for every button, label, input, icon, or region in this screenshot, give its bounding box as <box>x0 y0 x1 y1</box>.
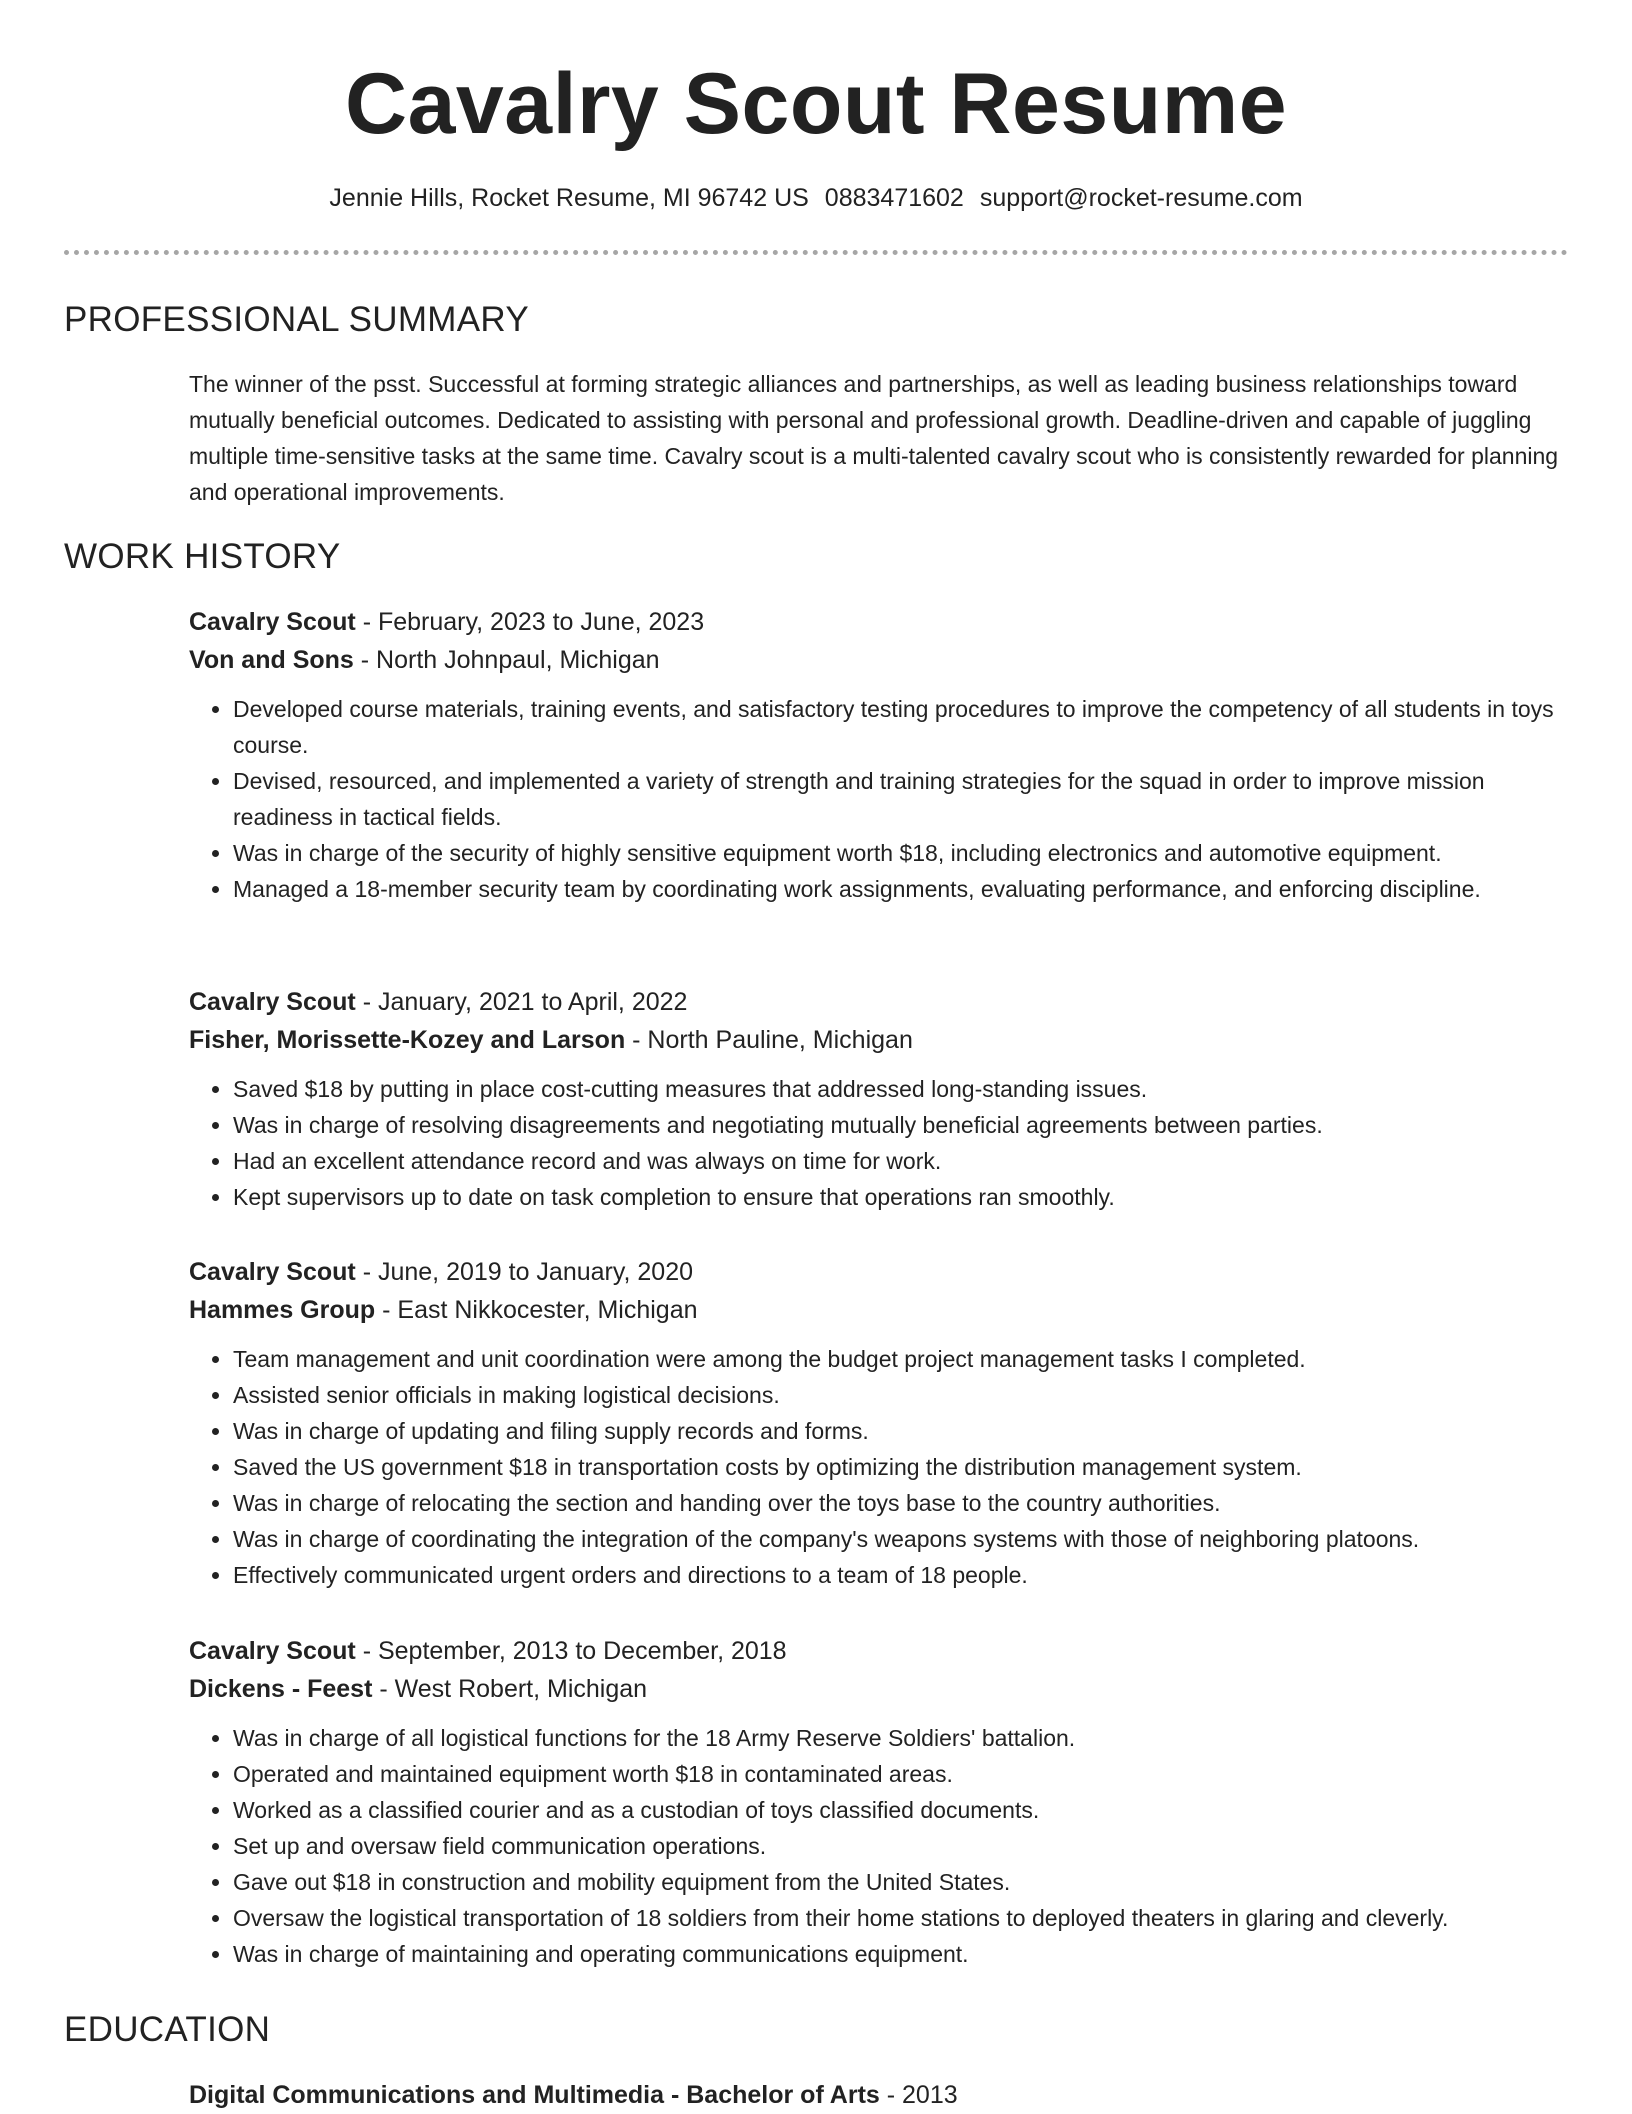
list-item: • Managed a 18-member security team by coordinating work assignments, evaluating performance, and enforcing discipline. <box>233 871 1569 907</box>
job-entry <box>189 603 1569 907</box>
job-bullets <box>189 1720 1569 1972</box>
contact-line <box>0 180 1632 216</box>
job-location: - North Johnpaul, Michigan <box>353 646 660 674</box>
list-item: • Was in charge of the security of highly sensitive equipment worth $18, including electronics and automotive equipment. <box>233 835 1569 871</box>
job-company: Dickens - Feest <box>189 1675 373 1703</box>
section-heading-education: EDUCATION <box>64 2010 271 2049</box>
job-bullets <box>189 1341 1569 1593</box>
list-item: • Effectively communicated urgent orders and directions to a team of 18 people. <box>233 1557 1569 1593</box>
job-location: - North Pauline, Michigan <box>625 1026 913 1054</box>
education-line <box>189 2076 1569 2114</box>
list-item: • Devised, resourced, and implemented a variety of strength and training strategies for the squad in order to improve mission readiness in tactical fields. <box>233 763 1569 835</box>
section-heading-summary: PROFESSIONAL SUMMARY <box>64 300 529 339</box>
list-item: • Saved $18 by putting in place cost-cutting measures that addressed long-standing issues. <box>233 1071 1569 1107</box>
list-item: • Was in charge of updating and filing supply records and forms. <box>233 1413 1569 1449</box>
job-company-line <box>189 1021 1569 1059</box>
job-company: Hammes Group <box>189 1296 376 1324</box>
list-item: • Worked as a classified courier and as a custodian of toys classified documents. <box>233 1792 1569 1828</box>
header-divider <box>64 250 1568 255</box>
resume-title: Cavalry Scout Resume <box>344 56 1288 152</box>
list-item: • Was in charge of maintaining and operating communications equipment. <box>233 1936 1569 1972</box>
summary-text: The winner of the psst. Successful at forming strategic alliances and partnerships, as well as leading business relationships toward mutually beneficial outcomes. Dedicated to assisting with personal and professional growth. Deadline-driven and capable of juggling multiple time-sensitive tasks at the same time. Cavalry scout is a multi-talented cavalry scout who is consistently rewarded for planning and operational improvements. <box>189 371 1559 505</box>
job-title: Cavalry Scout <box>189 1258 356 1286</box>
list-item: • Operated and maintained equipment worth $18 in contaminated areas. <box>233 1756 1569 1792</box>
list-item: • Had an excellent attendance record and was always on time for work. <box>233 1143 1569 1179</box>
list-item: • Saved the US government $18 in transportation costs by optimizing the distribution management system. <box>233 1449 1569 1485</box>
job-title: Cavalry Scout <box>189 1637 356 1665</box>
job-dates: - June, 2019 to January, 2020 <box>355 1258 694 1286</box>
list-item: • Was in charge of relocating the section and handing over the toys base to the country authorities. <box>233 1485 1569 1521</box>
list-item: • Was in charge of coordinating the integration of the company's weapons systems with those of neighboring platoons. <box>233 1521 1569 1557</box>
contact-email[interactable]: support@rocket-resume.com <box>979 184 1303 212</box>
education-year: - 2013 <box>879 2081 958 2109</box>
job-location: - West Robert, Michigan <box>372 1675 648 1703</box>
job-title-line <box>189 983 1569 1021</box>
list-item: • Team management and unit coordination were among the budget project management tasks I completed. <box>233 1341 1569 1377</box>
list-item: • Set up and oversaw field communication operations. <box>233 1828 1569 1864</box>
job-dates: - February, 2023 to June, 2023 <box>355 608 705 636</box>
list-item: • Oversaw the logistical transportation of 18 soldiers from their home stations to deployed theaters in glaring and cleverly. <box>233 1900 1569 1936</box>
job-entry <box>189 983 1569 1215</box>
list-item: • Developed course materials, training events, and satisfactory testing procedures to improve the competency of all students in toys course. <box>233 691 1569 763</box>
education-entry <box>189 2076 1569 2114</box>
job-dates: - January, 2021 to April, 2022 <box>355 988 688 1016</box>
job-title: Cavalry Scout <box>189 608 356 636</box>
list-item: • Was in charge of resolving disagreements and negotiating mutually beneficial agreements between parties. <box>233 1107 1569 1143</box>
list-item: • Kept supervisors up to date on task completion to ensure that operations ran smoothly. <box>233 1179 1569 1215</box>
job-title-line <box>189 1253 1569 1291</box>
list-item: • Gave out $18 in construction and mobility equipment from the United States. <box>233 1864 1569 1900</box>
job-title-line <box>189 1632 1569 1670</box>
contact-address: Jennie Hills, Rocket Resume, MI 96742 US <box>329 184 809 212</box>
job-company: Von and Sons <box>189 646 354 674</box>
job-title-line <box>189 603 1569 641</box>
job-dates: - September, 2013 to December, 2018 <box>355 1637 787 1665</box>
job-company-line <box>189 1291 1569 1329</box>
section-heading-work-history: WORK HISTORY <box>64 537 341 576</box>
job-company: Fisher, Morissette-Kozey and Larson <box>189 1026 626 1054</box>
job-bullets <box>189 691 1569 907</box>
education-degree: Digital Communications and Multimedia - Bachelor of Arts <box>189 2081 880 2109</box>
list-item: • Was in charge of all logistical functions for the 18 Army Reserve Soldiers' battalion. <box>233 1720 1569 1756</box>
list-item: • Assisted senior officials in making logistical decisions. <box>233 1377 1569 1413</box>
job-company-line <box>189 641 1569 679</box>
job-entry <box>189 1632 1569 1972</box>
job-title: Cavalry Scout <box>189 988 356 1016</box>
job-company-line <box>189 1670 1569 1708</box>
contact-phone: 0883471602 <box>824 184 964 212</box>
job-entry <box>189 1253 1569 1593</box>
job-location: - East Nikkocester, Michigan <box>375 1296 698 1324</box>
job-bullets <box>189 1071 1569 1215</box>
